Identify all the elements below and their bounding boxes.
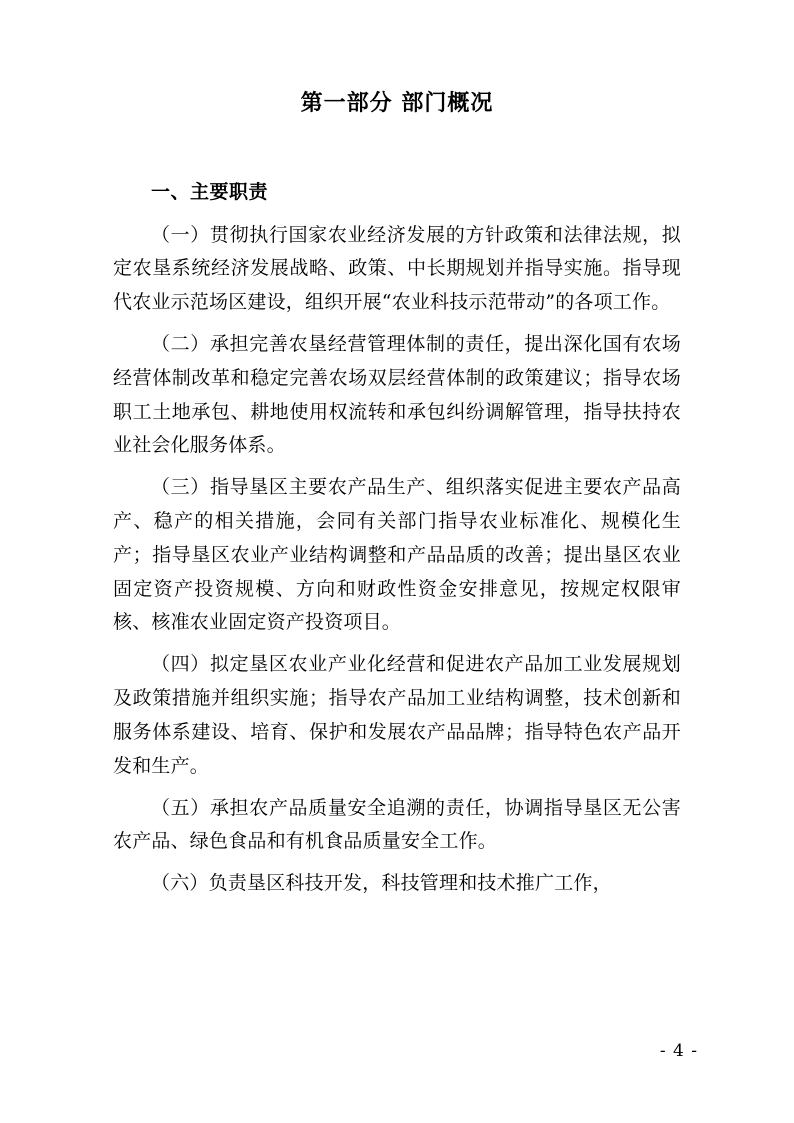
- paragraph-6: （六）负责垦区科技开发，科技管理和技术推广工作，: [151, 872, 612, 895]
- paragraph-1: （一）贯彻执行国家农业经济发展的方针政策和法律法规，拟定农垦系统经济发展战略、政策、中长期规划并指导实施。指导现代农业示范场区建设，组织开展“农业科技示范带动”的各项工作。: [113, 223, 681, 314]
- paragraph-5: （五）承担农产品质量安全追溯的责任，协调指导垦区无公害农产品、绿色食品和有机食品质量安全工作。: [113, 796, 681, 853]
- page-title: 第一部分 部门概况: [300, 90, 494, 116]
- paragraph-2: （二）承担完善农垦经营管理体制的责任，提出深化国有农场经营体制改革和稳定完善农场双层经营体制的政策建议；指导农场职工土地承包、耕地使用权流转和承包纠纷调解管理，指导扶持农业社会化服务体系。: [113, 332, 681, 457]
- page-number: - 4 -: [659, 1041, 698, 1061]
- section-heading-main-duties: 一、主要职责: [151, 181, 269, 204]
- page-content: [113, 86, 681, 901]
- paragraph-4: （四）拟定垦区农业产业化经营和促进农产品加工业发展规划及政策措施并组织实施；指导农产品加工业结构调整，技术创新和服务体系建设、培育、保护和发展农产品品牌；指导特色农产品开发和生产。: [113, 653, 681, 777]
- paragraph-3: （三）指导垦区主要农产品生产、组织落实促进主要农产品高产、稳产的相关措施，会同有关部门指导农业标准化、规模化生产；指导垦区农业产业结构调整和产品品质的改善；提出垦区农业固定资产投资规模、方向和财政性资金安排意见，按规定权限审核、核准农业固定资产投资项目。: [113, 476, 681, 634]
